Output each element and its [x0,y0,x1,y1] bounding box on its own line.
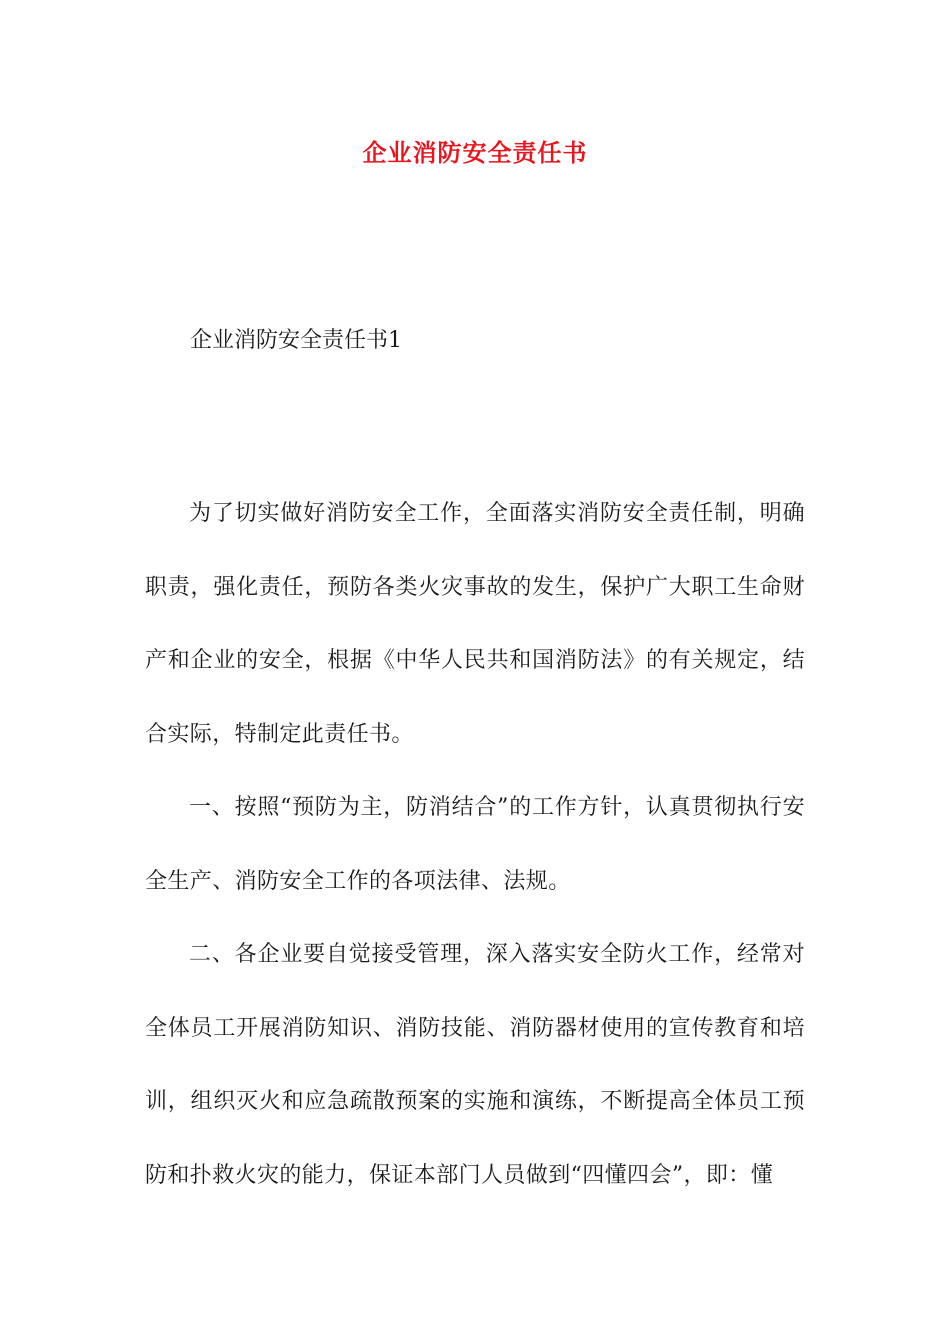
document-title: 企业消防安全责任书 [362,138,588,167]
document-body [145,477,805,1212]
paragraph-clause-1: 一、按照“预防为主，防消结合”的工作方针，认真贯彻执行安全生产、消防安全工作的各项法律、法规。 [145,795,805,894]
section-heading: 企业消防安全责任书1 [190,328,402,353]
paragraph-intro: 为了切实做好消防安全工作，全面落实消防安全责任制，明确职责，强化责任，预防各类火灾事故的发生，保护广大职工生命财产和企业的安全，根据《中华人民共和国消防法》的有关规定，结合实际，特制定此责任书。 [145,501,805,747]
paragraph-clause-2: 二、各企业要自觉接受管理，深入落实安全防火工作，经常对全体员工开展消防知识、消防技能、消防器材使用的宣传教育和培训，组织灭火和应急疏散预案的实施和演练，不断提高全体员工预防和扑救火灾的能力，保证本部门人员做到“四懂四会”，即：懂 [145,942,805,1188]
